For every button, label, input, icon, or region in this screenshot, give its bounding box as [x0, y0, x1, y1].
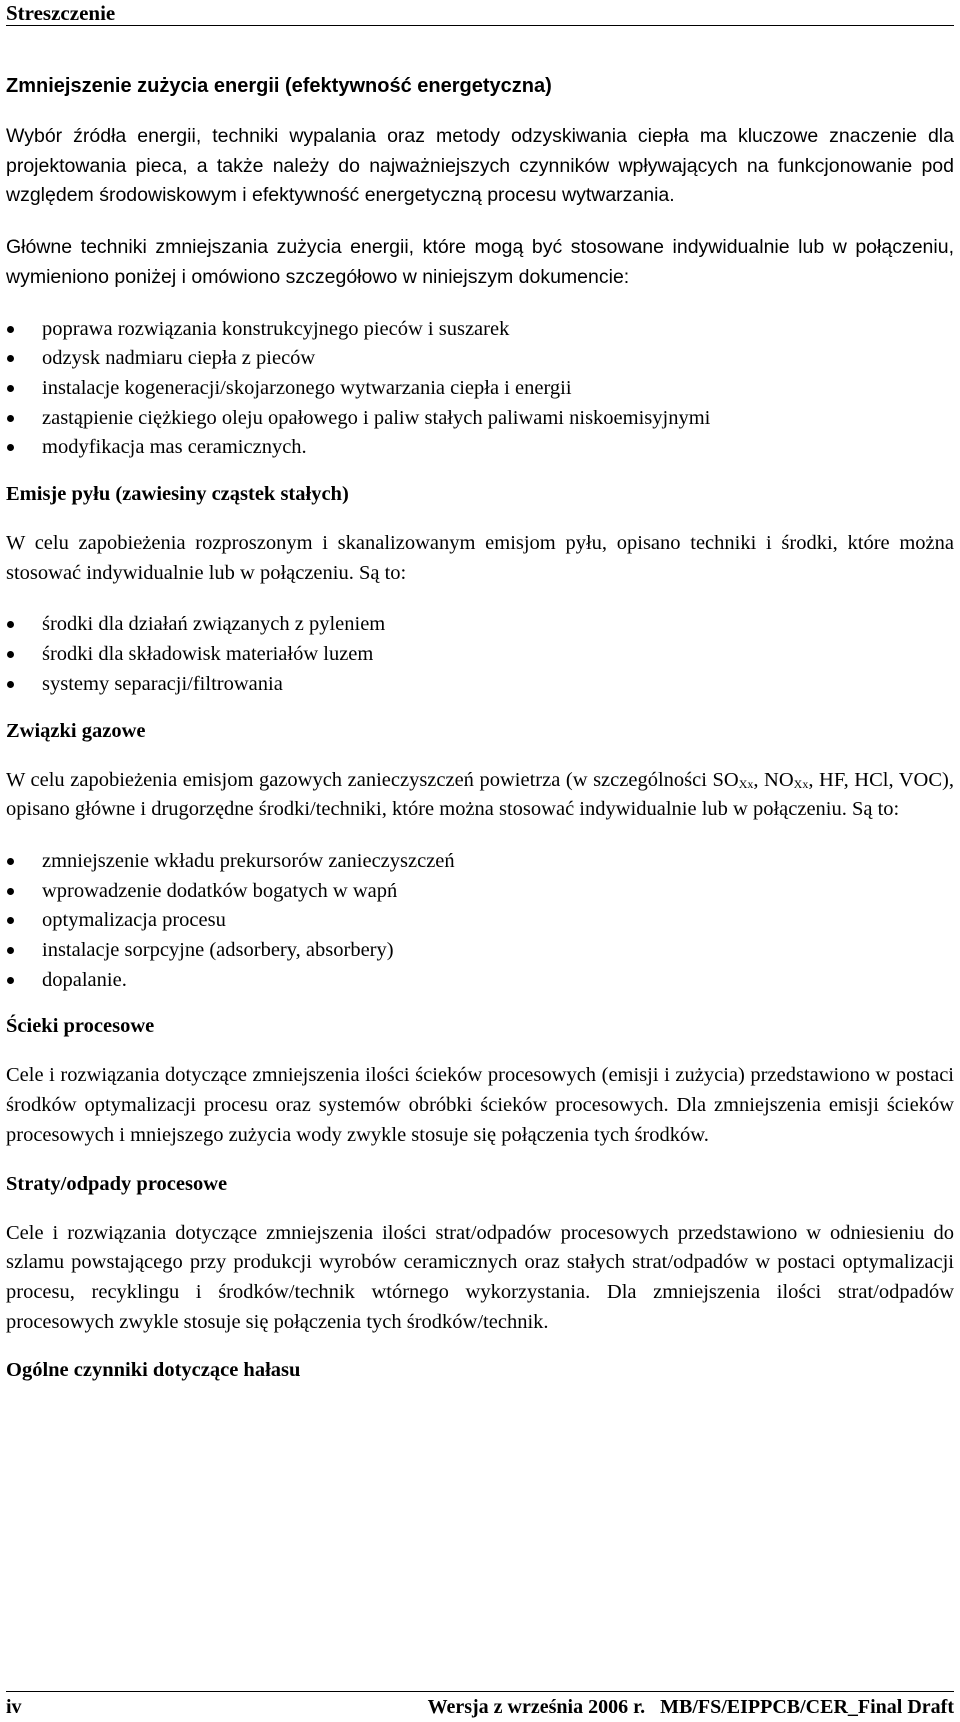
- dust-paragraph: W celu zapobieżenia rozproszonym i skanalizowanym emisjom pyłu, opisano techniki i środki, które można stosować indywidualnie lub w połączeniu. Są to:: [6, 532, 954, 584]
- section-heading-losses: Straty/odpady procesowe: [6, 1172, 228, 1195]
- dust-measures-list: [6, 610, 954, 699]
- gas-paragraph-part-b: , NO: [753, 768, 794, 791]
- losses-paragraph: Cele i rozwiązania dotyczące zmniejszenia ilości strat/odpadów procesowych przedstawiono w odniesieniu do szlamu powstającego przy produkcji wyrobów ceramicznych oraz stałych strat/odpadów w postaci optymalizacji procesu, recyklingu i środków/technik wtórnego wykorzystania. Dla zmniejszenia ilości strat/odpadów procesowych zwykle stosuje się połączenia tych środków/technik.: [6, 1221, 954, 1333]
- document-version: Wersja z września 2006 r. MB/FS/EIPPCB/CER_Final Draft: [427, 1696, 954, 1718]
- list-item: wprowadzenie dodatków bogatych w wapń: [6, 877, 954, 907]
- running-header-title: Streszczenie: [6, 1, 116, 25]
- section-heading-wastewater: Ścieki procesowe: [6, 1015, 155, 1038]
- list-item: zmniejszenie wkładu prekursorów zanieczyszczeń: [6, 847, 954, 877]
- page-footer: [6, 1693, 954, 1721]
- subscript-x: Xx: [793, 776, 809, 791]
- gas-paragraph-part-c: , HF, HCl, VOC), opisano główne i drugorzędne środki/techniki, które można stosować indywidualnie lub w połączeniu. Są to:: [6, 768, 954, 821]
- section-heading-dust: Emisje pyłu (zawiesiny cząstek stałych): [6, 483, 349, 506]
- section-heading-energy: Zmniejszenie zużycia energii (efektywność energetyczna): [6, 75, 552, 97]
- list-item: modyfikacja mas ceramicznych.: [6, 433, 954, 463]
- subscript-x: Xx: [738, 776, 754, 791]
- energy-techniques-list: [6, 315, 954, 464]
- list-item: odzysk nadmiaru ciepła z pieców: [6, 344, 954, 374]
- page-content: [6, 72, 954, 1385]
- document-page: [6, 0, 954, 1722]
- list-item: zastąpienie ciężkiego oleju opałowego i paliw stałych paliwami niskoemisyjnymi: [6, 404, 954, 434]
- list-item: optymalizacja procesu: [6, 906, 954, 936]
- energy-paragraph-2: Główne techniki zmniejszania zużycia energii, które mogą być stosowane indywidualnie lub w połączeniu, wymieniono poniżej i omówiono szczegółowo w niniejszym dokumencie:: [6, 236, 954, 288]
- list-item: środki dla działań związanych z pyleniem: [6, 610, 954, 640]
- list-item: instalacje sorpcyjne (adsorbery, absorbery): [6, 936, 954, 966]
- gas-measures-list: [6, 847, 954, 996]
- wastewater-paragraph: Cele i rozwiązania dotyczące zmniejszenia ilości ścieków procesowych (emisji i zużycia) przedstawiono w postaci środków optymalizacji procesu oraz systemów obróbki ścieków procesowych. Dla zmniejszenia emisji ścieków procesowych i mniejszego zużycia wody zwykle stosuje się połączenia tych środków.: [6, 1064, 954, 1146]
- list-item: instalacje kogeneracji/skojarzonego wytwarzania ciepła i energii: [6, 374, 954, 404]
- header-divider: [6, 25, 954, 26]
- energy-paragraph-1: Wybór źródła energii, techniki wypalania oraz metody odzyskiwania ciepła ma kluczowe znaczenie dla projektowania pieca, a także należy do najważniejszych czynników wpływających na funkcjonowanie pod względem środowiskowym i efektywność energetyczną procesu wytwarzania.: [6, 125, 954, 207]
- list-item: środki dla składowisk materiałów luzem: [6, 640, 954, 670]
- gas-paragraph-part-a: W celu zapobieżenia emisjom gazowych zanieczyszczeń powietrza (w szczególności SO: [6, 768, 739, 791]
- section-heading-noise: Ogólne czynniki dotyczące hałasu: [6, 1359, 301, 1382]
- page-number: iv: [6, 1696, 22, 1718]
- list-item: systemy separacji/filtrowania: [6, 670, 954, 700]
- list-item: dopalanie.: [6, 966, 954, 996]
- footer-divider: [6, 1691, 954, 1692]
- section-heading-gas: Związki gazowe: [6, 719, 146, 742]
- gas-paragraph: [6, 766, 954, 825]
- list-item: poprawa rozwiązania konstrukcyjnego pieców i suszarek: [6, 315, 954, 345]
